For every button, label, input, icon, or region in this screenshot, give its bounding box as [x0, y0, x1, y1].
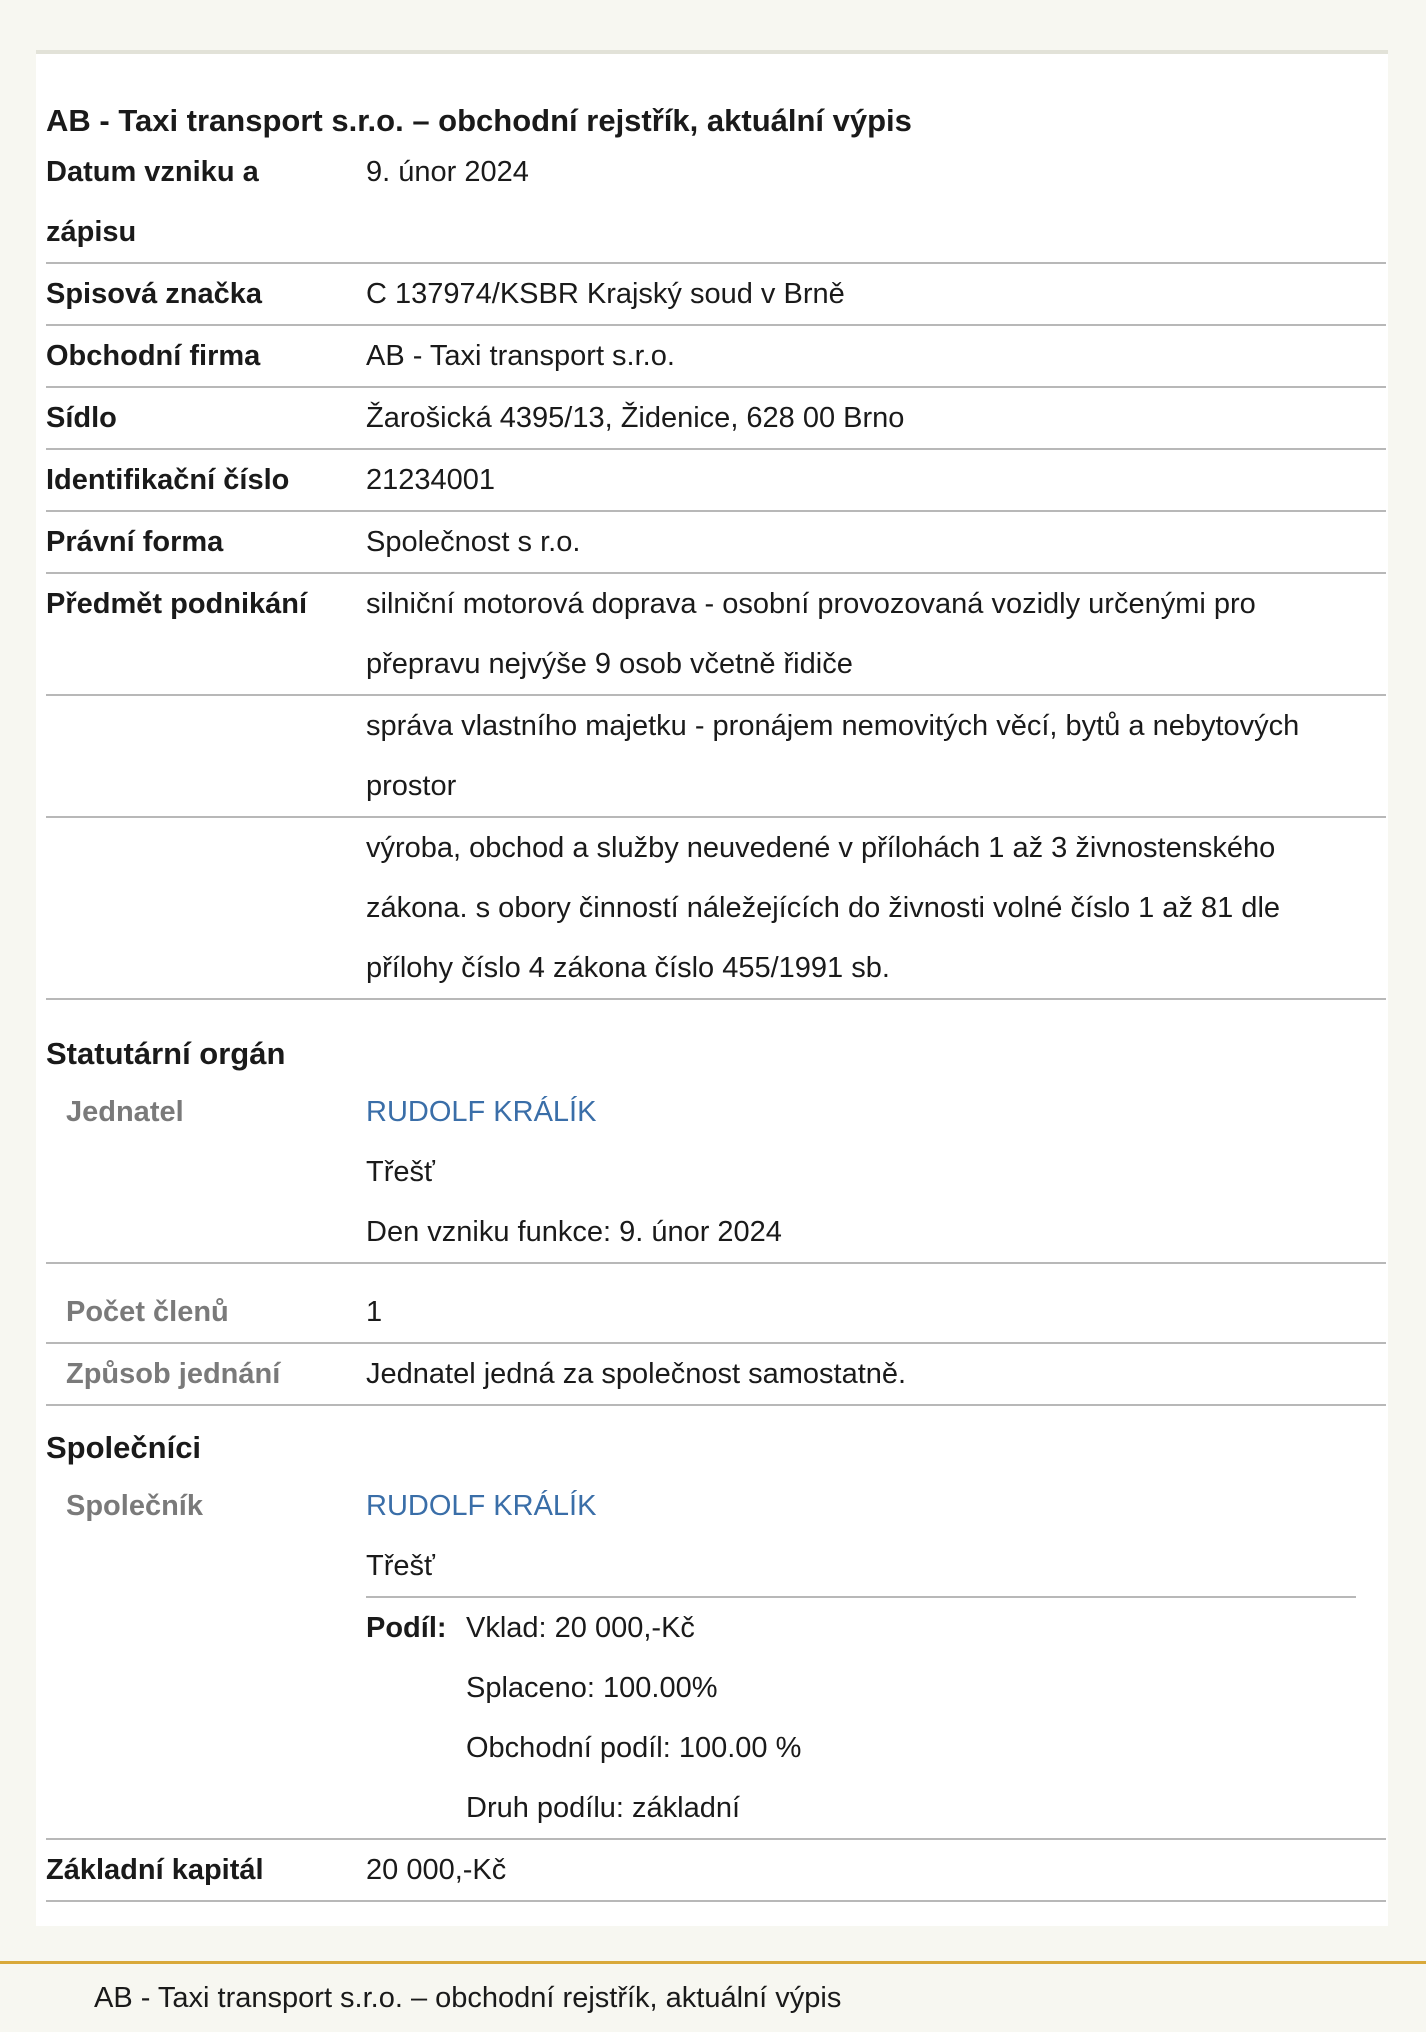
row-value: Jednatel jedná za společnost samostatně.: [366, 1358, 907, 1390]
row-label: Obchodní firma: [46, 340, 261, 372]
row-value: [366, 818, 1386, 998]
row-value: [366, 696, 1386, 816]
value-line: zákona. s obory činností náležejících do živnosti volné číslo 1 až 81 dle: [366, 892, 1281, 924]
row-label: Způsob jednání: [66, 1358, 281, 1390]
row-label: Základní kapitál: [46, 1854, 264, 1886]
share-label: Podíl:: [366, 1612, 447, 1644]
share-block: [366, 1596, 1356, 1838]
row-value: 21234001: [366, 464, 496, 496]
row-value: Společnost s r.o.: [366, 526, 581, 558]
row-datum-vzniku: [46, 142, 1386, 264]
label-line: Datum vzniku a: [46, 156, 259, 188]
row-label: Počet členů: [66, 1296, 229, 1328]
row-value: 9. únor 2024: [366, 156, 529, 188]
section-heading-statutarni: Statutární orgán: [46, 1036, 286, 1071]
share-line: Vklad: 20 000,-Kč: [466, 1612, 695, 1644]
person-link[interactable]: RUDOLF KRÁLÍK: [366, 1490, 597, 1522]
row-value: 1: [366, 1296, 383, 1328]
row-value: [366, 1082, 1386, 1262]
row-label: Spisová značka: [46, 278, 262, 310]
row-ico: [46, 450, 1386, 512]
extract-content: [46, 54, 1386, 1902]
row-value: C 137974/KSBR Krajský soud v Brně: [366, 278, 845, 310]
share-line: Obchodní podíl: 100.00 %: [466, 1732, 802, 1764]
row-predmet-3: [46, 818, 1386, 1000]
value-line: silniční motorová doprava - osobní provozovaná vozidly určenými pro: [366, 588, 1256, 620]
footer-title: AB - Taxi transport s.r.o. – obchodní rejstřík, aktuální výpis: [94, 1982, 842, 2014]
share-line: Druh podílu: základní: [466, 1792, 741, 1824]
row-spisova-znacka: [46, 264, 1386, 326]
row-value: Žarošická 4395/13, Židenice, 628 00 Brno: [366, 402, 905, 434]
row-label: Předmět podnikání: [46, 588, 308, 620]
row-label: Společník: [66, 1490, 203, 1522]
row-value: [366, 1476, 1386, 1838]
person-link[interactable]: RUDOLF KRÁLÍK: [366, 1096, 597, 1128]
row-spolecnik: [46, 1476, 1386, 1840]
section-heading-spolecnici: Společníci: [46, 1430, 202, 1465]
label-line: zápisu: [46, 216, 137, 248]
row-label: Identifikační číslo: [46, 464, 290, 496]
row-obchodni-firma: [46, 326, 1386, 388]
row-value: AB - Taxi transport s.r.o.: [366, 340, 675, 372]
person-place: Třešť: [366, 1550, 435, 1582]
row-label: [46, 142, 366, 262]
value-line: správa vlastního majetku - pronájem nemovitých věcí, bytů a nebytových: [366, 710, 1300, 742]
page-title: AB - Taxi transport s.r.o. – obchodní rejstřík, aktuální výpis: [46, 103, 912, 138]
value-line: přílohy číslo 4 zákona číslo 455/1991 sb.: [366, 952, 890, 984]
row-pocet-clenu: [46, 1264, 1386, 1344]
function-since: Den vzniku funkce: 9. únor 2024: [366, 1216, 782, 1248]
value-line: výroba, obchod a služby neuvedené v přílohách 1 až 3 živnostenského: [366, 832, 1276, 864]
row-predmet-1: [46, 574, 1386, 696]
extract-card: [36, 50, 1388, 1926]
row-jednatel: [46, 1082, 1386, 1264]
footer-divider: [0, 1961, 1426, 1964]
row-zakladni-kapital: [46, 1840, 1386, 1902]
person-place: Třešť: [366, 1156, 435, 1188]
share-values: [466, 1598, 801, 1838]
row-value: [366, 574, 1386, 694]
row-predmet-2: [46, 696, 1386, 818]
row-label: Sídlo: [46, 402, 117, 434]
row-zpusob-jednani: [46, 1344, 1386, 1406]
share-line: Splaceno: 100.00%: [466, 1672, 718, 1704]
value-line: prostor: [366, 770, 457, 802]
row-label-empty: [46, 818, 366, 998]
row-value: 20 000,-Kč: [366, 1854, 507, 1886]
row-label: Jednatel: [66, 1096, 184, 1128]
value-line: přepravu nejvýše 9 osob včetně řidiče: [366, 648, 853, 680]
row-sidlo: [46, 388, 1386, 450]
row-pravni-forma: [46, 512, 1386, 574]
row-label-empty: [46, 696, 366, 816]
row-label: Právní forma: [46, 526, 224, 558]
